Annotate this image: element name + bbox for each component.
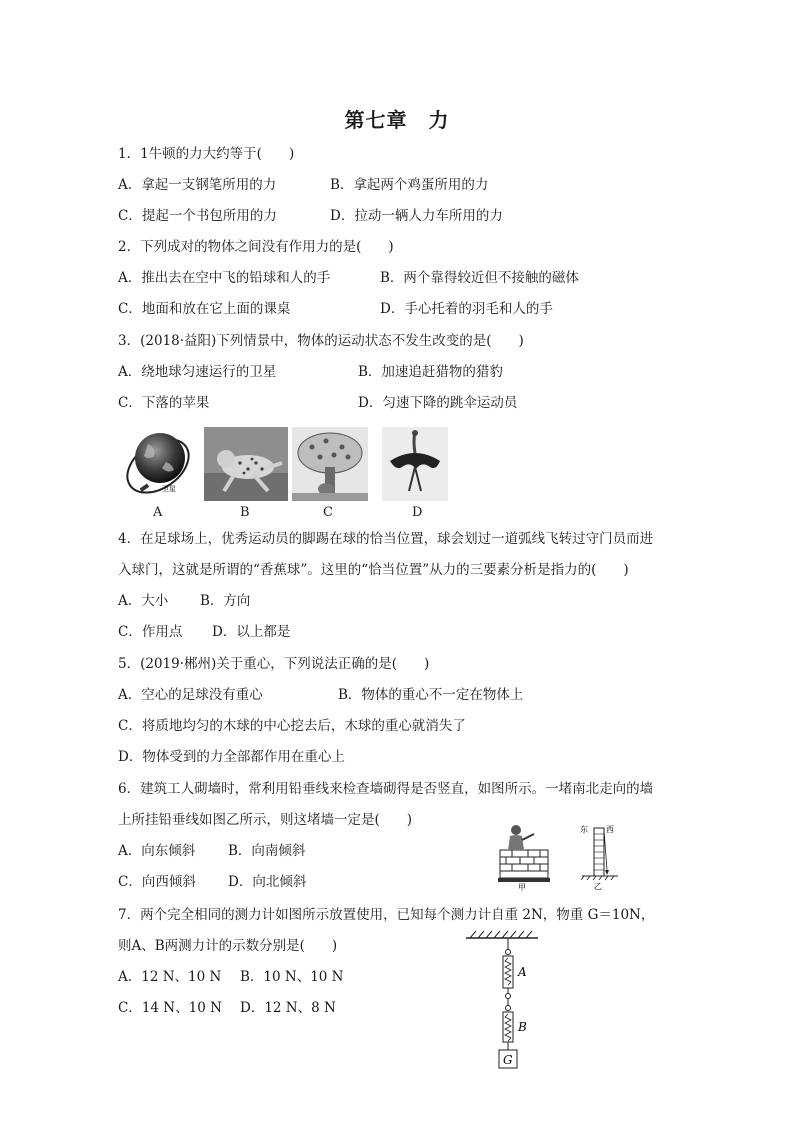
option-d: D．物体受到的力全部都作用在重心上: [118, 749, 345, 765]
question-6-options-row2: [118, 873, 307, 891]
question-3-options-row2: [118, 394, 518, 412]
option-a: A．大小: [118, 593, 169, 609]
question-number: 7．: [118, 907, 141, 923]
question-number: 6．: [118, 781, 141, 797]
option-a: A．空心的足球没有重心: [118, 687, 263, 703]
question-7-options-row2: [118, 999, 336, 1017]
option-c: C．14 N、10 N: [118, 1000, 222, 1016]
spring-scales-figure: [462, 928, 542, 1070]
question-3: [118, 332, 524, 350]
question-7-line2: [118, 937, 337, 955]
figure-label-b: B: [240, 505, 250, 520]
figure-label-c: C: [323, 505, 333, 520]
satellite-earth-figure: [118, 426, 194, 504]
option-c: C．将质地均匀的木球的中心挖去后，木球的重心就消失了: [118, 718, 466, 734]
scale-b-label: B: [518, 1020, 527, 1034]
option-b: B．10 N、10 N: [240, 969, 344, 985]
option-a: A．绕地球匀速运行的卫星: [118, 364, 277, 380]
figure-label-jia: 甲: [518, 883, 526, 892]
bricklayer-figure: [494, 822, 554, 892]
question-4-line1: [118, 530, 653, 548]
question-3-options-row1: [118, 363, 503, 381]
option-c: C．向西倾斜: [118, 874, 196, 890]
option-d: D．向北倾斜: [228, 874, 307, 890]
apple-tree-figure: [292, 427, 368, 501]
option-a: A．拿起一支钢笔所用的力: [118, 177, 277, 193]
question-5-options-row1: [118, 686, 524, 704]
question-number: 4．: [118, 531, 141, 547]
option-b: B．拿起两个鸡蛋所用的力: [330, 177, 489, 193]
question-2-options-row1: [118, 269, 579, 287]
option-d: D．12 N、8 N: [240, 1000, 336, 1016]
option-d: D．匀速下降的跳伞运动员: [358, 395, 518, 411]
question-number: 5．: [118, 656, 141, 672]
option-b: B．两个靠得较近但不接触的磁体: [380, 270, 579, 286]
question-4-options-row1: [118, 592, 251, 610]
question-6-line1: [118, 780, 653, 798]
question-4-line2: [118, 561, 629, 579]
figure-label-d: D: [412, 505, 423, 520]
question-stem: 两个完全相同的测力计如图所示放置使用，已知每个测力计自重 2N，物重 G＝10N，: [140, 907, 655, 923]
question-number: 3．: [118, 333, 141, 349]
parachutist-figure: [382, 427, 448, 501]
question-stem: 下列成对的物体之间没有作用力的是( ): [140, 239, 394, 255]
option-b: B．物体的重心不一定在物体上: [338, 687, 524, 703]
question-7-line1: [118, 906, 654, 924]
question-5-option-c: [118, 717, 466, 735]
question-stem-continued: 则A、B两测力计的示数分别是( ): [118, 938, 338, 954]
question-1: [118, 145, 294, 163]
question-stem: 建筑工人砌墙时，常利用铅垂线来检查墙砌得是否竖直，如图所示。一堵南北走向的墙: [140, 781, 654, 797]
cheetah-figure: [204, 427, 288, 501]
question-stem: 1牛顿的力大约等于( ): [140, 146, 295, 162]
question-stem: (2018·益阳)下列情景中，物体的运动状态不发生改变的是( ): [140, 333, 524, 349]
question-stem-continued: 入球门，这就是所谓的“香蕉球”。这里的“恰当位置”从力的三要素分析是指力的( ): [118, 562, 629, 578]
option-b: B．向南倾斜: [228, 843, 306, 859]
question-6-line2: [118, 811, 412, 829]
page-title: 第七章 力: [344, 108, 450, 132]
question-stem: (2019·郴州)关于重心，下列说法正确的是( ): [140, 656, 430, 672]
question-2: [118, 238, 394, 256]
option-b: B．方向: [200, 593, 251, 609]
question-stem-continued: 上所挂铅垂线如图乙所示，则这堵墙一定是( ): [118, 812, 413, 828]
question-6-options-row1: [118, 842, 306, 860]
option-d: D．以上都是: [212, 624, 291, 640]
question-7-options-row1: [118, 968, 344, 986]
option-c: C．作用点: [118, 624, 183, 640]
option-a: A．12 N、10 N: [118, 969, 222, 985]
question-1-options-row2: [118, 207, 503, 225]
option-c: C．下落的苹果: [118, 395, 210, 411]
question-stem: 在足球场上，优秀运动员的脚踢在球的恰当位置，球会划过一道弧线飞转过守门员而进: [140, 531, 654, 547]
question-5-option-d: [118, 748, 345, 766]
east-label: 东: [580, 825, 588, 834]
question-number: 2．: [118, 239, 141, 255]
question-4-options-row2: [118, 623, 291, 641]
option-d: D．手心托着的羽毛和人的手: [380, 301, 553, 317]
option-d: D．拉动一辆人力车所用的力: [330, 208, 503, 224]
question-1-options-row1: [118, 176, 489, 194]
option-c: C．地面和放在它上面的课桌: [118, 301, 291, 317]
scale-a-label: A: [518, 965, 527, 979]
figure-label-yi: 乙: [594, 882, 602, 891]
west-label: 西: [606, 825, 614, 834]
option-c: C．提起一个书包所用的力: [118, 208, 277, 224]
plumb-line-figure: [576, 822, 624, 890]
question-5: [118, 655, 429, 673]
question-2-options-row2: [118, 300, 553, 318]
option-b: B．加速追赶猎物的猎豹: [358, 364, 503, 380]
option-a: A．推出去在空中飞的铅球和人的手: [118, 270, 331, 286]
satellite-label: 卫星: [162, 485, 176, 493]
figure-label-a: A: [153, 505, 163, 520]
weight-g-label: G: [503, 1053, 513, 1067]
option-a: A．向东倾斜: [118, 843, 196, 859]
question-number: 1．: [118, 146, 141, 162]
